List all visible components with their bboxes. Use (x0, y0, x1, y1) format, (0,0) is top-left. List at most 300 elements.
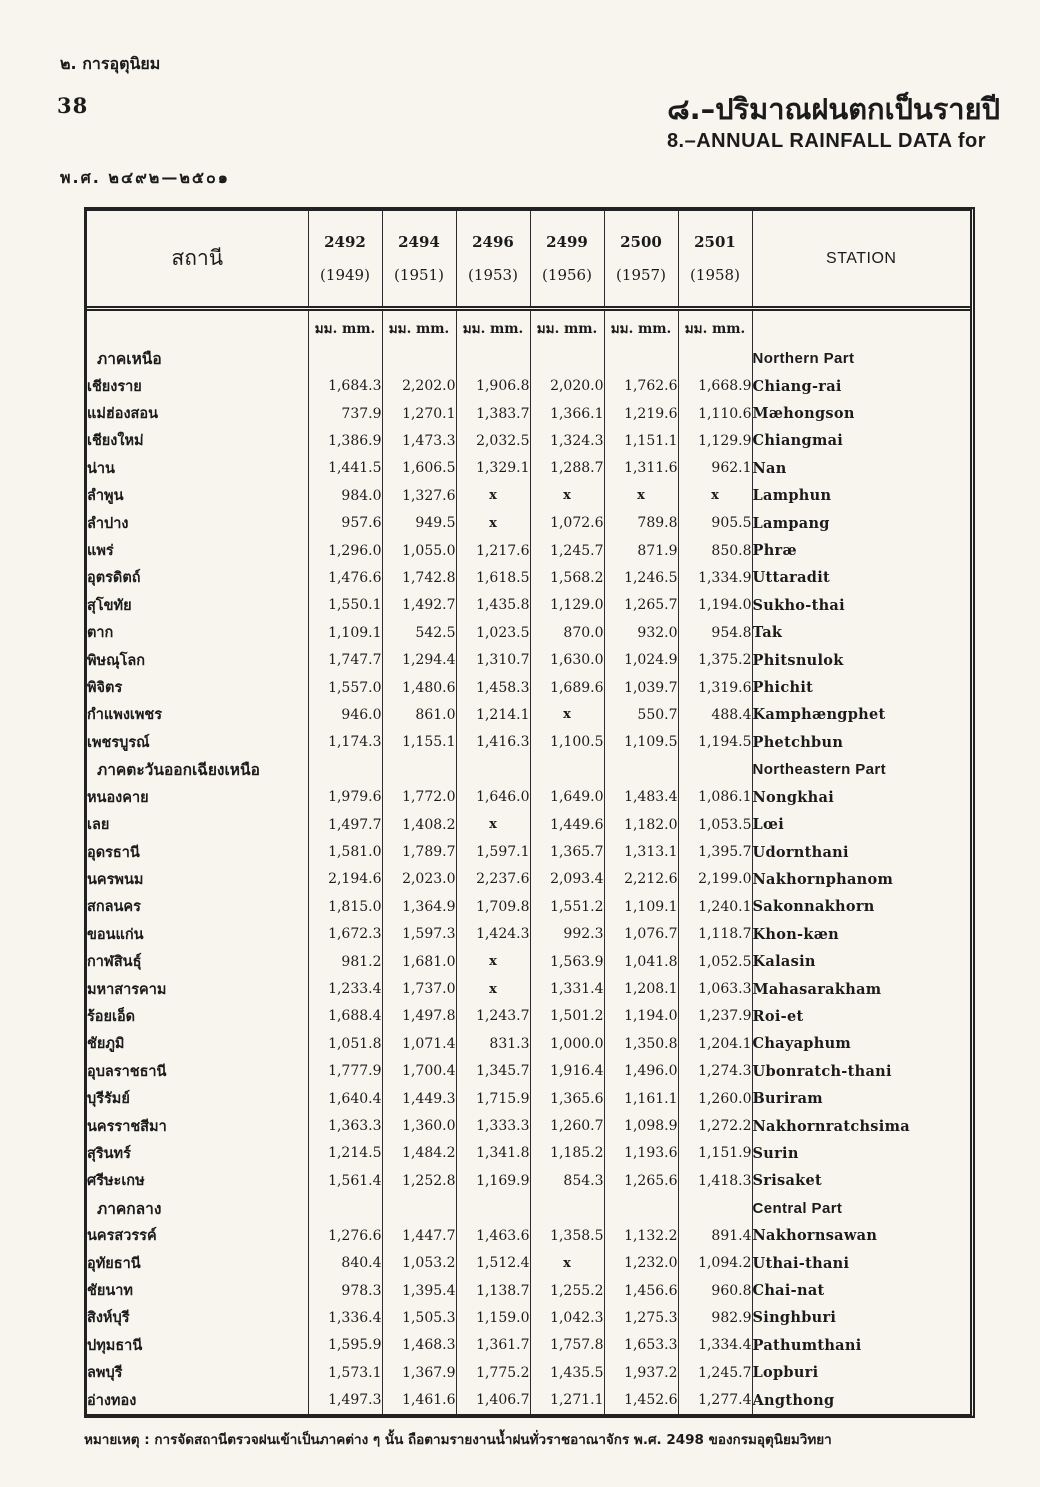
rainfall-value: x (530, 701, 604, 728)
unit-label: มม. mm. (456, 309, 530, 346)
station-name-english: Ubonratch-thani (752, 1062, 892, 1080)
region-name-thai: ภาคตะวันออกเฉียงเหนือ (87, 756, 308, 783)
rainfall-value: 1,424.3 (456, 921, 530, 948)
rainfall-value: 1,334.4 (678, 1332, 752, 1359)
rainfall-value: 1,219.6 (604, 400, 678, 427)
rainfall-value: x (678, 482, 752, 509)
units-row (87, 309, 970, 346)
station-name-thai: สุโขทัย (87, 592, 308, 619)
station-name-english: Khon-kæn (752, 925, 840, 943)
rainfall-value: 932.0 (604, 619, 678, 646)
station-name-english: Phetchbun (752, 733, 844, 751)
rainfall-value: 1,232.0 (604, 1249, 678, 1276)
rainfall-value: x (456, 948, 530, 975)
rainfall-value: 1,497.7 (308, 811, 382, 838)
rainfall-value: 1,367.9 (382, 1359, 456, 1386)
rainfall-value: 981.2 (308, 948, 382, 975)
rainfall-value: 1,505.3 (382, 1304, 456, 1331)
rainfall-value: 1,329.1 (456, 455, 530, 482)
rainfall-value: 1,435.8 (456, 592, 530, 619)
rainfall-value: 1,640.4 (308, 1085, 382, 1112)
rainfall-value: 1,053.5 (678, 811, 752, 838)
year-column-header (604, 211, 678, 309)
year-be: 2499 (546, 233, 588, 251)
rainfall-value: 1,053.2 (382, 1249, 456, 1276)
station-row (87, 838, 970, 865)
station-column-header-english: STATION (752, 211, 970, 309)
empty-cell (604, 1195, 678, 1222)
rainfall-value: 1,441.5 (308, 455, 382, 482)
rainfall-value: 1,151.9 (678, 1140, 752, 1167)
rainfall-value: 1,777.9 (308, 1058, 382, 1085)
rainfall-value: 1,418.3 (678, 1167, 752, 1194)
rainfall-value: 2,194.6 (308, 866, 382, 893)
rainfall-value: 1,395.7 (678, 838, 752, 865)
rainfall-value: 2,032.5 (456, 427, 530, 454)
rainfall-value: 1,449.3 (382, 1085, 456, 1112)
rainfall-value: 1,375.2 (678, 646, 752, 673)
rainfall-value: 2,023.0 (382, 866, 456, 893)
rainfall-value: 891.4 (678, 1222, 752, 1249)
rainfall-value: 957.6 (308, 509, 382, 536)
rainfall-value: 1,684.3 (308, 372, 382, 399)
region-name-english: Northern Part (752, 350, 855, 368)
station-row (87, 893, 970, 920)
rainfall-value: 905.5 (678, 509, 752, 536)
station-name-english: Mæhongson (752, 405, 855, 423)
rainfall-value: 1,071.4 (382, 1030, 456, 1057)
region-name-english: Northeastern Part (752, 761, 887, 779)
rainfall-value: 1,606.5 (382, 455, 456, 482)
rainfall-value: 1,132.2 (604, 1222, 678, 1249)
station-name-thai: เลย (87, 811, 308, 838)
rainfall-table-body (87, 345, 970, 1414)
station-row (87, 619, 970, 646)
rainfall-value: 1,052.5 (678, 948, 752, 975)
rainfall-value: 1,055.0 (382, 537, 456, 564)
rainfall-value: 861.0 (382, 701, 456, 728)
rainfall-value: 1,275.3 (604, 1304, 678, 1331)
rainfall-value: 1,288.7 (530, 455, 604, 482)
year-ad: (1951) (394, 266, 444, 284)
station-row (87, 1058, 970, 1085)
rainfall-value: 1,265.6 (604, 1167, 678, 1194)
rainfall-value: 1,138.7 (456, 1277, 530, 1304)
station-name-thai: ปทุมธานี (87, 1332, 308, 1359)
rainfall-value: 1,762.6 (604, 372, 678, 399)
region-section-row (87, 345, 970, 372)
rainfall-value: 1,550.1 (308, 592, 382, 619)
rainfall-value: 1,363.3 (308, 1112, 382, 1139)
year-column-header (456, 211, 530, 309)
rainfall-value: 949.5 (382, 509, 456, 536)
rainfall-value: 2,199.0 (678, 866, 752, 893)
rainfall-value: 1,109.1 (604, 893, 678, 920)
rainfall-value: 1,100.5 (530, 729, 604, 756)
footnote: หมายเหตุ : การจัดสถานีตรวจฝนเข้าเป็นภาคต่าง ๆ นั้น ถือตามรายงานน้ำฝนทั่วราชอาณาจักร พ.ศ. 2498 ของกรมอุตุนิยมวิทยา (84, 1432, 832, 1448)
station-name-thai: บุรีรัมย์ (87, 1085, 308, 1112)
rainfall-value: 1,715.9 (456, 1085, 530, 1112)
rainfall-value: 1,597.1 (456, 838, 530, 865)
rainfall-value: 1,333.3 (456, 1112, 530, 1139)
rainfall-value: 1,709.8 (456, 893, 530, 920)
rainfall-value: 871.9 (604, 537, 678, 564)
rainfall-value: 1,272.2 (678, 1112, 752, 1139)
station-row (87, 455, 970, 482)
station-name-thai: สุรินทร์ (87, 1140, 308, 1167)
station-name-thai: เพชรบูรณ์ (87, 729, 308, 756)
station-name-english: Tak (752, 624, 783, 642)
station-row (87, 509, 970, 536)
rainfall-value: x (530, 1249, 604, 1276)
units-empty-cell (87, 309, 308, 346)
year-column-header (678, 211, 752, 309)
rainfall-value: 1,365.6 (530, 1085, 604, 1112)
rainfall-value: 1,271.1 (530, 1386, 604, 1414)
rainfall-value: 1,000.0 (530, 1030, 604, 1057)
rainfall-value: x (456, 509, 530, 536)
year-be: 2492 (324, 233, 366, 251)
units-empty-cell (752, 309, 970, 346)
station-name-thai: เชียงใหม่ (87, 427, 308, 454)
rainfall-value: 850.8 (678, 537, 752, 564)
station-name-thai: น่าน (87, 455, 308, 482)
rainfall-value: 1,255.2 (530, 1277, 604, 1304)
rainfall-value: 1,237.9 (678, 1003, 752, 1030)
station-name-english: Lopburi (752, 1364, 819, 1382)
station-name-thai: อุตรดิตถ์ (87, 564, 308, 591)
rainfall-value: 1,563.9 (530, 948, 604, 975)
station-name-english: Uttaradit (752, 569, 831, 587)
station-row (87, 1249, 970, 1276)
rainfall-value: 1,473.3 (382, 427, 456, 454)
station-name-thai: ร้อยเอ็ด (87, 1003, 308, 1030)
rainfall-value: 962.1 (678, 455, 752, 482)
empty-cell (604, 756, 678, 783)
rainfall-value: 2,020.0 (530, 372, 604, 399)
station-name-english: Sukho-thai (752, 596, 845, 614)
station-name-thai: อุบลราชธานี (87, 1058, 308, 1085)
rainfall-value: 1,747.7 (308, 646, 382, 673)
empty-cell (678, 756, 752, 783)
empty-cell (456, 345, 530, 372)
station-name-thai: ชัยนาท (87, 1277, 308, 1304)
rainfall-value: 1,217.6 (456, 537, 530, 564)
station-name-thai: มหาสารคาม (87, 975, 308, 1002)
rainfall-value: 1,757.8 (530, 1332, 604, 1359)
rainfall-value: 2,237.6 (456, 866, 530, 893)
rainfall-value: 1,775.2 (456, 1359, 530, 1386)
rainfall-value: 1,155.1 (382, 729, 456, 756)
rainfall-value: 1,480.6 (382, 674, 456, 701)
rainfall-value: 1,334.9 (678, 564, 752, 591)
rainfall-value: 1,551.2 (530, 893, 604, 920)
station-name-english: Chiangmai (752, 432, 844, 450)
rainfall-value: 1,463.6 (456, 1222, 530, 1249)
rainfall-value: 1,979.6 (308, 784, 382, 811)
empty-cell (604, 345, 678, 372)
station-name-english: Singhburi (752, 1309, 837, 1327)
station-name-english: Nongkhai (752, 788, 834, 806)
station-name-english: Nan (752, 459, 787, 477)
rainfall-value: 1,169.9 (456, 1167, 530, 1194)
rainfall-value: 1,194.0 (678, 592, 752, 619)
rainfall-value: 789.8 (604, 509, 678, 536)
station-name-english: Kamphængphet (752, 706, 886, 724)
year-ad: (1949) (320, 266, 370, 284)
rainfall-value: 1,294.4 (382, 646, 456, 673)
rainfall-value: 1,492.7 (382, 592, 456, 619)
rainfall-value: 1,364.9 (382, 893, 456, 920)
station-name-thai: อุดรธานี (87, 838, 308, 865)
rainfall-value: 1,310.7 (456, 646, 530, 673)
rainfall-value: 946.0 (308, 701, 382, 728)
station-name-english: Angthong (752, 1391, 835, 1409)
rainfall-value: 1,041.8 (604, 948, 678, 975)
station-row (87, 564, 970, 591)
rainfall-value: 982.9 (678, 1304, 752, 1331)
station-row (87, 1304, 970, 1331)
rainfall-value: x (604, 482, 678, 509)
empty-cell (456, 1195, 530, 1222)
station-row (87, 811, 970, 838)
station-name-english: Roi-et (752, 1007, 804, 1025)
rainfall-value: 1,129.0 (530, 592, 604, 619)
rainfall-value: 1,076.7 (604, 921, 678, 948)
region-section-row (87, 756, 970, 783)
station-row (87, 1003, 970, 1030)
rainfall-value: 1,681.0 (382, 948, 456, 975)
rainfall-value: 1,260.7 (530, 1112, 604, 1139)
rainfall-value: 992.3 (530, 921, 604, 948)
rainfall-value: 1,245.7 (678, 1359, 752, 1386)
station-name-english: Pathumthani (752, 1336, 862, 1354)
era-range-label: พ.ศ. ๒๔๙๒—๒๕๐๑ (60, 168, 230, 187)
rainfall-value: 1,185.2 (530, 1140, 604, 1167)
rainfall-value: 1,501.2 (530, 1003, 604, 1030)
empty-cell (382, 756, 456, 783)
station-name-thai: หนองคาย (87, 784, 308, 811)
title-block (400, 93, 1000, 153)
rainfall-value: 1,240.1 (678, 893, 752, 920)
table-header-row (87, 211, 970, 309)
station-name-thai: เชียงราย (87, 372, 308, 399)
station-row (87, 674, 970, 701)
station-row (87, 784, 970, 811)
rainfall-value: 1,483.4 (604, 784, 678, 811)
station-name-english: Sakonnakhorn (752, 898, 875, 916)
year-ad: (1953) (468, 266, 518, 284)
rainfall-value: 550.7 (604, 701, 678, 728)
rainfall-value: 1,277.4 (678, 1386, 752, 1414)
rainfall-value: 1,276.6 (308, 1222, 382, 1249)
rainfall-value: 1,916.4 (530, 1058, 604, 1085)
rainfall-value: 1,274.3 (678, 1058, 752, 1085)
rainfall-value: 1,700.4 (382, 1058, 456, 1085)
page-title-thai: ๘.–ปริมาณฝนตกเป็นรายปี (667, 92, 1000, 126)
station-row (87, 948, 970, 975)
rainfall-value: 2,202.0 (382, 372, 456, 399)
rainfall-value: 984.0 (308, 482, 382, 509)
rainfall-value: 1,672.3 (308, 921, 382, 948)
station-name-thai: นครราชสีมา (87, 1112, 308, 1139)
rainfall-value: 1,416.3 (456, 729, 530, 756)
rainfall-value: 542.5 (382, 619, 456, 646)
station-row (87, 729, 970, 756)
year-ad: (1957) (616, 266, 666, 284)
station-row (87, 1085, 970, 1112)
rainfall-value: 1,568.2 (530, 564, 604, 591)
rainfall-value: 1,358.5 (530, 1222, 604, 1249)
rainfall-value: 1,366.1 (530, 400, 604, 427)
rainfall-value: 1,345.7 (456, 1058, 530, 1085)
rainfall-value: 1,161.1 (604, 1085, 678, 1112)
rainfall-value: 1,557.0 (308, 674, 382, 701)
rainfall-value: 1,051.8 (308, 1030, 382, 1057)
empty-cell (678, 345, 752, 372)
year-be: 2494 (398, 233, 440, 251)
page-title-english: 8.–ANNUAL RAINFALL DATA for (666, 130, 986, 153)
rainfall-value: 978.3 (308, 1277, 382, 1304)
rainfall-value: 1,086.1 (678, 784, 752, 811)
rainfall-value: 1,468.3 (382, 1332, 456, 1359)
rainfall-value: 1,497.8 (382, 1003, 456, 1030)
rainfall-value: 1,042.3 (530, 1304, 604, 1331)
rainfall-value: 737.9 (308, 400, 382, 427)
rainfall-value: 854.3 (530, 1167, 604, 1194)
station-name-english: Chayaphum (752, 1035, 852, 1053)
rainfall-value: 2,093.4 (530, 866, 604, 893)
empty-cell (308, 1195, 382, 1222)
rainfall-value: 1,906.8 (456, 372, 530, 399)
rainfall-value: 1,110.6 (678, 400, 752, 427)
rainfall-value: 1,497.3 (308, 1386, 382, 1414)
station-name-thai: แม่ฮ่องสอน (87, 400, 308, 427)
rainfall-value: 1,484.2 (382, 1140, 456, 1167)
rainfall-value: 1,395.4 (382, 1277, 456, 1304)
rainfall-value: 1,324.3 (530, 427, 604, 454)
station-row (87, 866, 970, 893)
rainfall-value: 1,208.1 (604, 975, 678, 1002)
station-name-english: Phræ (752, 542, 797, 560)
station-name-thai: สกลนคร (87, 893, 308, 920)
rainfall-value: 1,461.6 (382, 1386, 456, 1414)
year-column-header (530, 211, 604, 309)
rainfall-value: 1,341.8 (456, 1140, 530, 1167)
rainfall-value: 954.8 (678, 619, 752, 646)
rainfall-value: 1,270.1 (382, 400, 456, 427)
rainfall-value: 1,447.7 (382, 1222, 456, 1249)
station-row (87, 975, 970, 1002)
rainfall-value: 1,365.7 (530, 838, 604, 865)
rainfall-value: 1,296.0 (308, 537, 382, 564)
section-corner-label: ๒. การอุตุนิยม (60, 54, 161, 73)
rainfall-value: 1,118.7 (678, 921, 752, 948)
year-be: 2496 (472, 233, 514, 251)
station-name-thai: สิงห์บุรี (87, 1304, 308, 1331)
rainfall-value: 1,649.0 (530, 784, 604, 811)
rainfall-value: 1,024.9 (604, 646, 678, 673)
rainfall-value: 1,245.7 (530, 537, 604, 564)
rainfall-value: 1,742.8 (382, 564, 456, 591)
rainfall-value: 1,246.5 (604, 564, 678, 591)
station-name-english: Chiang-rai (752, 377, 842, 395)
station-name-thai: กาฬสินธุ์ (87, 948, 308, 975)
rainfall-value: 1,452.6 (604, 1386, 678, 1414)
rainfall-value: 1,561.4 (308, 1167, 382, 1194)
rainfall-value: 1,214.5 (308, 1140, 382, 1167)
rainfall-value: x (530, 482, 604, 509)
station-name-thai: ลพบุรี (87, 1359, 308, 1386)
year-be: 2500 (620, 233, 662, 251)
empty-cell (456, 756, 530, 783)
empty-cell (678, 1195, 752, 1222)
unit-label: มม. mm. (382, 309, 456, 346)
station-name-english: Mahasarakham (752, 980, 882, 998)
station-row (87, 701, 970, 728)
station-row (87, 1277, 970, 1304)
rainfall-value: 1,063.3 (678, 975, 752, 1002)
rainfall-value: 1,595.9 (308, 1332, 382, 1359)
empty-cell (530, 345, 604, 372)
rainfall-value: 870.0 (530, 619, 604, 646)
station-name-english: Lamphun (752, 487, 832, 505)
rainfall-value: 1,214.1 (456, 701, 530, 728)
rainfall-value: 1,039.7 (604, 674, 678, 701)
rainfall-value: 1,496.0 (604, 1058, 678, 1085)
rainfall-value: 1,094.2 (678, 1249, 752, 1276)
station-name-english: Chai-nat (752, 1282, 825, 1300)
empty-cell (308, 756, 382, 783)
rainfall-value: x (456, 482, 530, 509)
rainfall-value: 488.4 (678, 701, 752, 728)
rainfall-value: 1,072.6 (530, 509, 604, 536)
rainfall-value: 1,630.0 (530, 646, 604, 673)
station-row (87, 1359, 970, 1386)
station-name-english: Lœi (752, 816, 785, 834)
empty-cell (382, 1195, 456, 1222)
rainfall-value: 1,193.6 (604, 1140, 678, 1167)
rainfall-value: 2,212.6 (604, 866, 678, 893)
rainfall-value: 1,789.7 (382, 838, 456, 865)
station-row (87, 537, 970, 564)
region-name-thai: ภาคเหนือ (87, 345, 308, 372)
station-column-header-thai: สถานี (87, 211, 308, 309)
station-name-thai: อ่างทอง (87, 1386, 308, 1414)
rainfall-value: 1,350.8 (604, 1030, 678, 1057)
station-row (87, 646, 970, 673)
rainfall-value: 1,618.5 (456, 564, 530, 591)
unit-label: มม. mm. (530, 309, 604, 346)
rainfall-value: 831.3 (456, 1030, 530, 1057)
station-row (87, 921, 970, 948)
rainfall-value: 1,252.8 (382, 1167, 456, 1194)
station-name-english: Phitsnulok (752, 651, 844, 669)
rainfall-value: 1,182.0 (604, 811, 678, 838)
station-name-thai: นครพนม (87, 866, 308, 893)
year-column-header (382, 211, 456, 309)
station-name-english: Uthai-thani (752, 1254, 850, 1272)
station-name-english: Udornthani (752, 843, 849, 861)
rainfall-value: 1,597.3 (382, 921, 456, 948)
rainfall-value: 1,772.0 (382, 784, 456, 811)
region-name-thai: ภาคกลาง (87, 1195, 308, 1222)
station-row (87, 372, 970, 399)
rainfall-value: 1,449.6 (530, 811, 604, 838)
station-name-thai: อุทัยธานี (87, 1249, 308, 1276)
rainfall-value: 1,159.0 (456, 1304, 530, 1331)
station-name-english: Srisaket (752, 1172, 823, 1190)
